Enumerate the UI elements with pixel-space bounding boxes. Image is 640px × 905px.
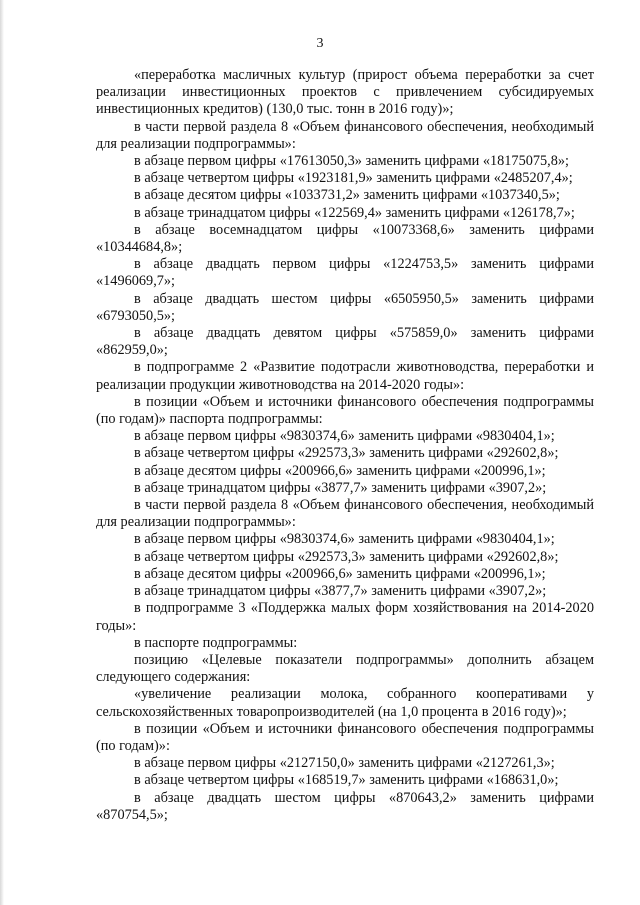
- paragraph: в абзаце четвертом цифры «292573,3» заменить цифрами «292602,8»;: [134, 445, 559, 462]
- paragraph: в абзаце первом цифры «2127150,0» заменить цифрами «2127261,3»;: [134, 755, 555, 772]
- paragraph: в части первой раздела 8 «Объем финансового обеспечения, необходимый для реализации подпрограммы»:: [96, 118, 594, 152]
- page-number: 3: [316, 36, 324, 51]
- paragraph: в абзаце двадцать первом цифры «1224753,5» заменить цифрами «1496069,7»;: [96, 256, 594, 290]
- paragraph: в подпрограмме 2 «Развитие подотрасли животноводства, переработки и реализации продукции животноводства на 2014-2020 годы»:: [96, 359, 594, 393]
- paragraph: в абзаце первом цифры «17613050,3» заменить цифрами «18175075,8»;: [134, 153, 570, 170]
- paragraph: в паспорте подпрограммы:: [134, 634, 298, 651]
- paragraph: в абзаце тринадцатом цифры «3877,7» заменить цифрами «3907,2»;: [134, 583, 547, 600]
- paragraph: в абзаце десятом цифры «200966,6» заменить цифрами «200996,1»;: [134, 565, 546, 582]
- paragraph: в абзаце десятом цифры «200966,6» заменить цифрами «200996,1»;: [134, 462, 546, 479]
- document-body: [96, 67, 594, 824]
- paragraph: в абзаце двадцать шестом цифры «870643,2» заменить цифрами «870754,5»;: [96, 789, 594, 823]
- scan-edge-shadow: [0, 0, 4, 905]
- paragraph: в абзаце первом цифры «9830374,6» заменить цифрами «9830404,1»;: [134, 428, 555, 445]
- paragraph: в абзаце десятом цифры «1033731,2» заменить цифрами «1037340,5»;: [134, 187, 560, 204]
- paragraph: в подпрограмме 3 «Поддержка малых форм хозяйствования на 2014-2020 годы»:: [96, 600, 594, 634]
- paragraph: позицию «Целевые показатели подпрограммы» дополнить абзацем следующего содержания:: [96, 651, 594, 686]
- paragraph: в абзаце тринадцатом цифры «122569,4» заменить цифрами «126178,7»;: [134, 204, 575, 221]
- paragraph: в абзаце четвертом цифры «292573,3» заменить цифрами «292602,8»;: [134, 548, 559, 565]
- paragraph: в позиции «Объем и источники финансового обеспечения подпрограммы (по годам)» паспорта подпрограммы:: [96, 393, 594, 428]
- paragraph: в части первой раздела 8 «Объем финансового обеспечения, необходимый для реализации подпрограммы»:: [96, 497, 594, 531]
- paragraph: «переработка масличных культур (прирост объема переработки за счет реализации инвестиционных проектов с привлечением субсидируемых инвестиционных кредитов) (130,0 тыс. тонн в 2016 году)»;: [96, 67, 594, 118]
- paragraph: в позиции «Объем и источники финансового обеспечения подпрограммы (по годам)»:: [96, 720, 594, 754]
- paragraph: в абзаце четвертом цифры «1923181,9» заменить цифрами «2485207,4»;: [134, 170, 573, 187]
- paragraph: в абзаце четвертом цифры «168519,7» заменить цифрами «168631,0»;: [134, 772, 559, 789]
- paragraph: в абзаце восемнадцатом цифры «10073368,6» заменить цифрами «10344684,8»;: [96, 221, 594, 256]
- paragraph: в абзаце первом цифры «9830374,6» заменить цифрами «9830404,1»;: [134, 531, 555, 548]
- paragraph: в абзаце двадцать шестом цифры «6505950,5» заменить цифрами «6793050,5»;: [96, 290, 594, 324]
- paragraph: в абзаце тринадцатом цифры «3877,7» заменить цифрами «3907,2»;: [134, 479, 547, 496]
- paragraph: «увеличение реализации молока, собранного кооперативами у сельскохозяйственных товаропроизводителей (на 1,0 процента в 2016 году)»;: [96, 686, 594, 720]
- paragraph: в абзаце двадцать девятом цифры «575859,0» заменить цифрами «862959,0»;: [96, 325, 594, 359]
